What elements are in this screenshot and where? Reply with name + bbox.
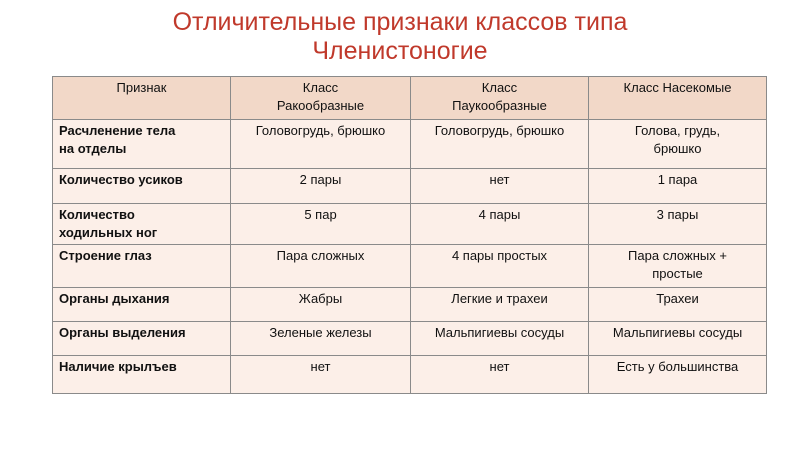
cell-line: Количество (59, 207, 135, 222)
cell-line: 2 пары (299, 172, 342, 187)
feature-cell (53, 120, 231, 169)
header-line: Класс Насекомые (623, 80, 732, 95)
comparison-table (52, 76, 767, 394)
header-insects (589, 77, 767, 120)
cell-line: Головогрудь, брюшко (434, 123, 565, 138)
title-line-1: Отличительные признаки классов типа (172, 8, 628, 36)
cell-line: Пара сложных + (628, 248, 727, 263)
cell-line: ходильных ног (59, 225, 158, 240)
table-row (53, 245, 767, 288)
feature-cell (53, 204, 231, 245)
table-cell (411, 169, 589, 204)
table-cell (589, 356, 767, 394)
header-line: Ракообразные (276, 98, 365, 113)
header-line: Класс (481, 80, 518, 95)
table-cell (231, 169, 411, 204)
cell-line: Легкие и трахеи (451, 291, 548, 306)
table-cell (589, 120, 767, 169)
cell-line: Органы дыхания (59, 291, 170, 306)
cell-line: на отделы (59, 141, 127, 156)
feature-cell (53, 322, 231, 356)
table-row (53, 120, 767, 169)
table-row (53, 204, 767, 245)
cell-line: Трахеи (656, 291, 699, 306)
table-cell (411, 204, 589, 245)
table-cell (589, 245, 767, 288)
table-row (53, 169, 767, 204)
header-row (53, 77, 767, 120)
cell-line: Количество усиков (59, 172, 183, 187)
table-row (53, 356, 767, 394)
cell-line: брюшко (653, 141, 702, 156)
header-line: Паукообразные (452, 98, 547, 113)
table-cell (411, 120, 589, 169)
cell-line: Расчленение тела (59, 123, 176, 138)
table-cell (411, 356, 589, 394)
cell-line: 1 пара (657, 172, 698, 187)
cell-line: нет (489, 359, 510, 374)
cell-line: Жабры (298, 291, 343, 306)
cell-line: Головогрудь, брюшко (255, 123, 386, 138)
page-title (0, 8, 800, 66)
table-cell (589, 288, 767, 322)
table-cell (589, 204, 767, 245)
cell-line: 4 пары простых (451, 248, 548, 263)
table-cell (411, 245, 589, 288)
cell-line: простые (652, 266, 703, 281)
cell-line: Пара сложных (276, 248, 365, 263)
cell-line: 3 пары (656, 207, 699, 222)
table-cell (589, 322, 767, 356)
table-cell (231, 120, 411, 169)
table-cell (231, 356, 411, 394)
cell-line: Мальпигиевы сосуды (612, 325, 743, 340)
table-row (53, 288, 767, 322)
table-cell (231, 245, 411, 288)
header-crustaceans (231, 77, 411, 120)
table-cell (231, 288, 411, 322)
feature-cell (53, 245, 231, 288)
table-row (53, 322, 767, 356)
table-cell (411, 288, 589, 322)
feature-cell (53, 288, 231, 322)
header-arachnids (411, 77, 589, 120)
header-line: Признак (116, 80, 167, 95)
header-feature (53, 77, 231, 120)
feature-cell (53, 356, 231, 394)
cell-line: нет (310, 359, 331, 374)
cell-line: Есть у большинства (616, 359, 739, 374)
feature-cell (53, 169, 231, 204)
table-cell (231, 322, 411, 356)
title-line-2: Членистоногие (312, 37, 488, 65)
table-cell (589, 169, 767, 204)
cell-line: Строение глаз (59, 248, 152, 263)
header-line: Класс (302, 80, 339, 95)
cell-line: Зеленые железы (269, 325, 372, 340)
table-cell (231, 204, 411, 245)
cell-line: 4 пары (478, 207, 521, 222)
cell-line: Голова, грудь, (634, 123, 721, 138)
cell-line: 5 пар (304, 207, 337, 222)
cell-line: Наличие крылъев (59, 359, 177, 374)
cell-line: Органы выделения (59, 325, 186, 340)
cell-line: Мальпигиевы сосуды (434, 325, 565, 340)
cell-line: нет (489, 172, 510, 187)
table-cell (411, 322, 589, 356)
